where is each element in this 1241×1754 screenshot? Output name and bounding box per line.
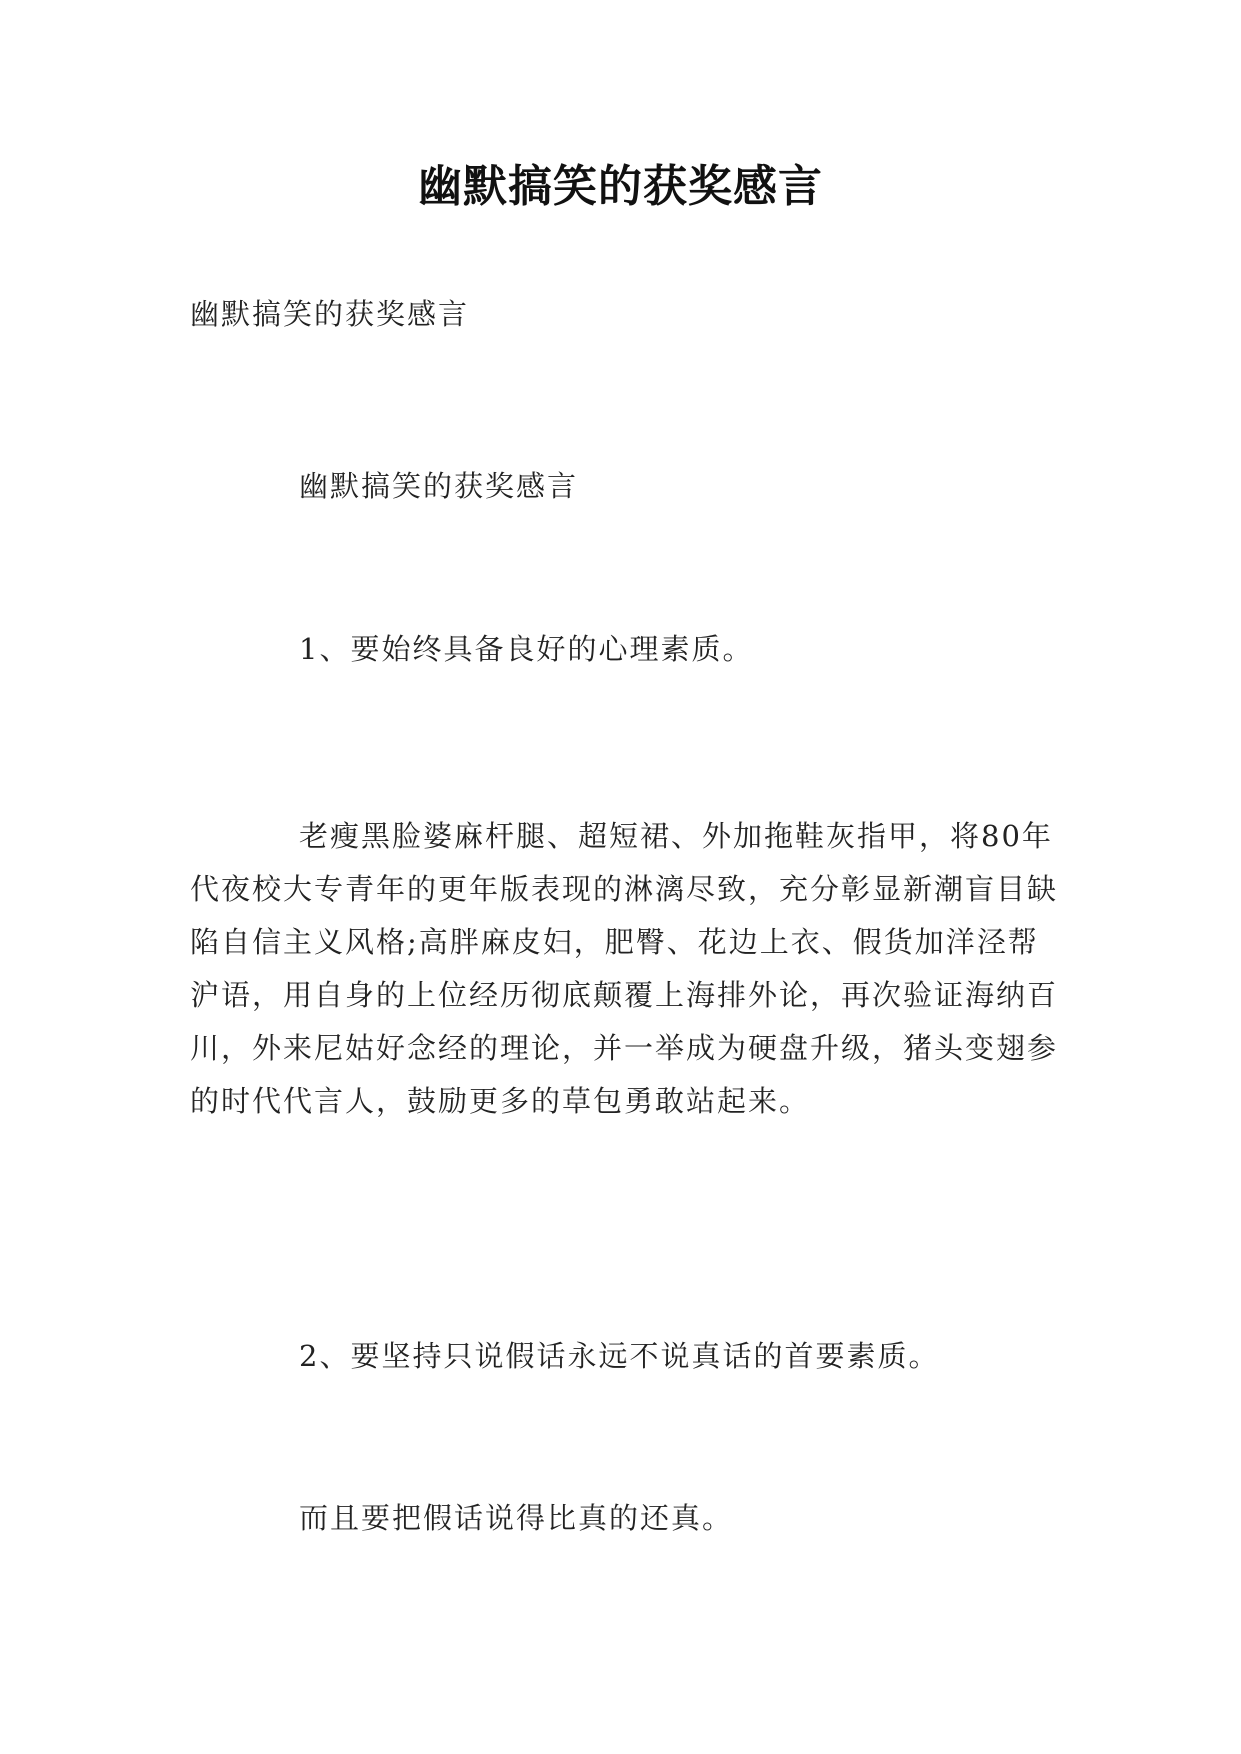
subtitle-paragraph: 幽默搞笑的获奖感言 [190, 297, 470, 331]
document-title: 幽默搞笑的获奖感言 [418, 161, 823, 212]
body-paragraph: 老瘦黑脸婆麻杆腿、超短裙、外加拖鞋灰指甲，将80年代夜校大专青年的更年版表现的淋漓尽致，充分彰显新潮盲目缺陷自信主义风格;高胖麻皮妇，肥臀、花边上衣、假货加洋泾帮沪语，用自身的上位经历彻底颠覆上海排外论，再次验证海纳百川，外来尼姑好念经的理论，并一举成为硬盘升级，猪头变翅参的时代代言人，鼓励更多的草包勇敢站起来。 [190, 819, 1059, 1118]
heading-paragraph: 幽默搞笑的获奖感言 [299, 469, 579, 503]
point-two-paragraph: 2、要坚持只说假话永远不说真话的首要素质。 [299, 1339, 940, 1373]
point-one-paragraph: 1、要始终具备良好的心理素质。 [299, 632, 754, 666]
closing-paragraph: 而且要把假话说得比真的还真。 [299, 1501, 734, 1535]
